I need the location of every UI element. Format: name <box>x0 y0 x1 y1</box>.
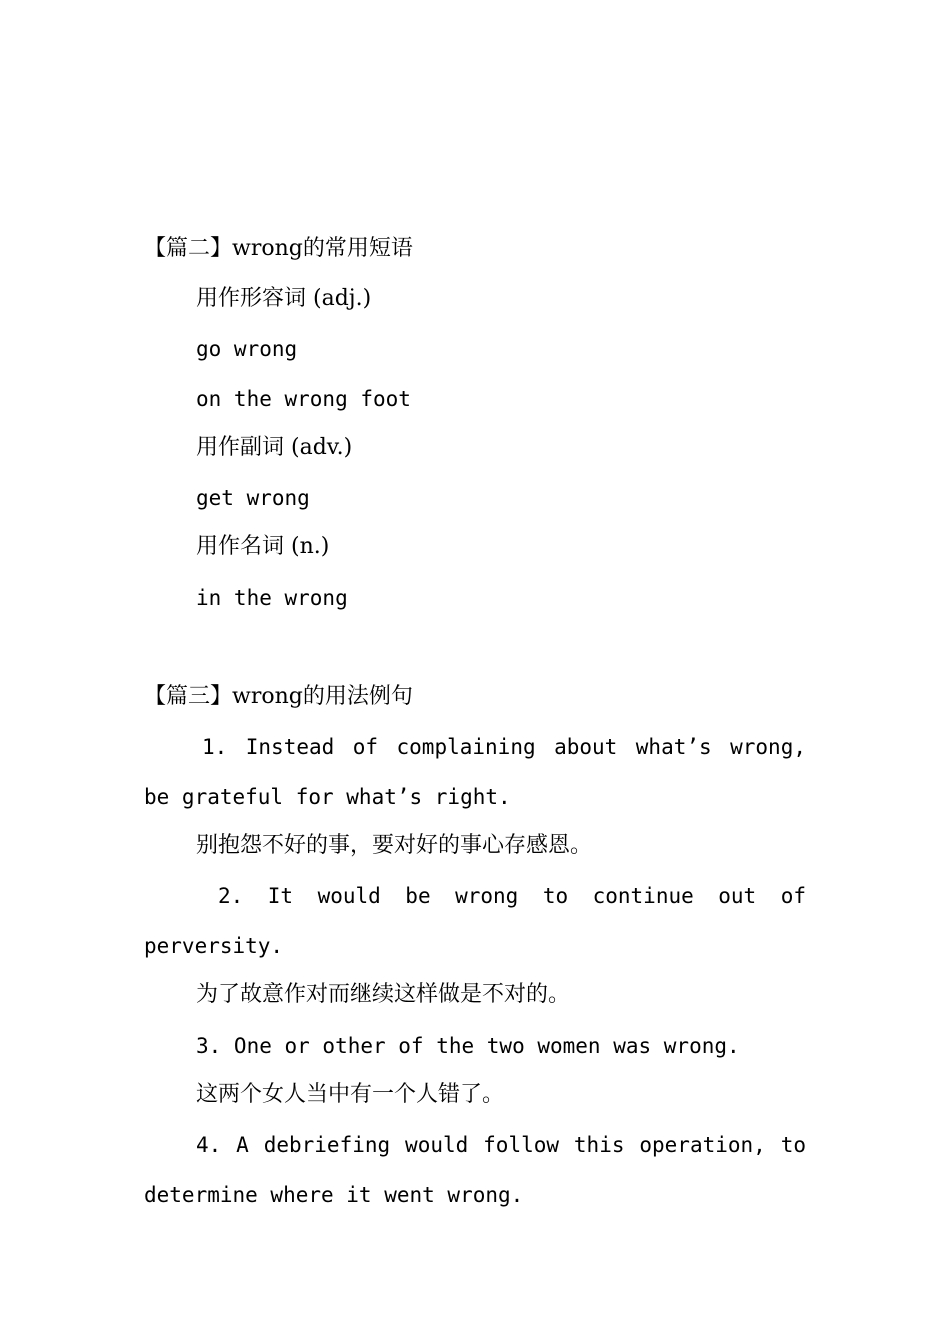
example-english: 3. One or other of the two women was wrong. <box>196 1034 740 1058</box>
example-english: 4. A debriefing would follow this operation, to <box>196 1133 806 1157</box>
example-english: 2. It would be wrong to continue out of <box>218 884 806 908</box>
phrase-item: get wrong <box>196 486 310 510</box>
example-chinese: 别抱怨不好的事，要对好的事心存感恩。 <box>196 833 593 858</box>
phrase-category: 用作形容词 (adj.) <box>196 286 372 311</box>
example-chinese: 为了故意作对而继续这样做是不对的。 <box>196 982 571 1007</box>
phrase-category: 用作副词 (adv.) <box>196 435 353 460</box>
example-english: be grateful for what’s right. <box>144 785 511 809</box>
example-english: 1. Instead of complaining about what’s wrong, <box>202 735 806 759</box>
example-english: determine where it went wrong. <box>144 1183 524 1207</box>
example-chinese: 这两个女人当中有一个人错了。 <box>196 1082 505 1107</box>
phrase-item: in the wrong <box>196 586 348 610</box>
phrase-item: on the wrong foot <box>196 387 411 411</box>
section-heading: 【篇二】wrong的常用短语 <box>144 236 413 261</box>
phrase-category: 用作名词 (n.) <box>196 534 330 559</box>
example-english: perversity. <box>144 934 284 958</box>
section-heading: 【篇三】wrong的用法例句 <box>144 684 413 709</box>
phrase-item: go wrong <box>196 337 298 361</box>
